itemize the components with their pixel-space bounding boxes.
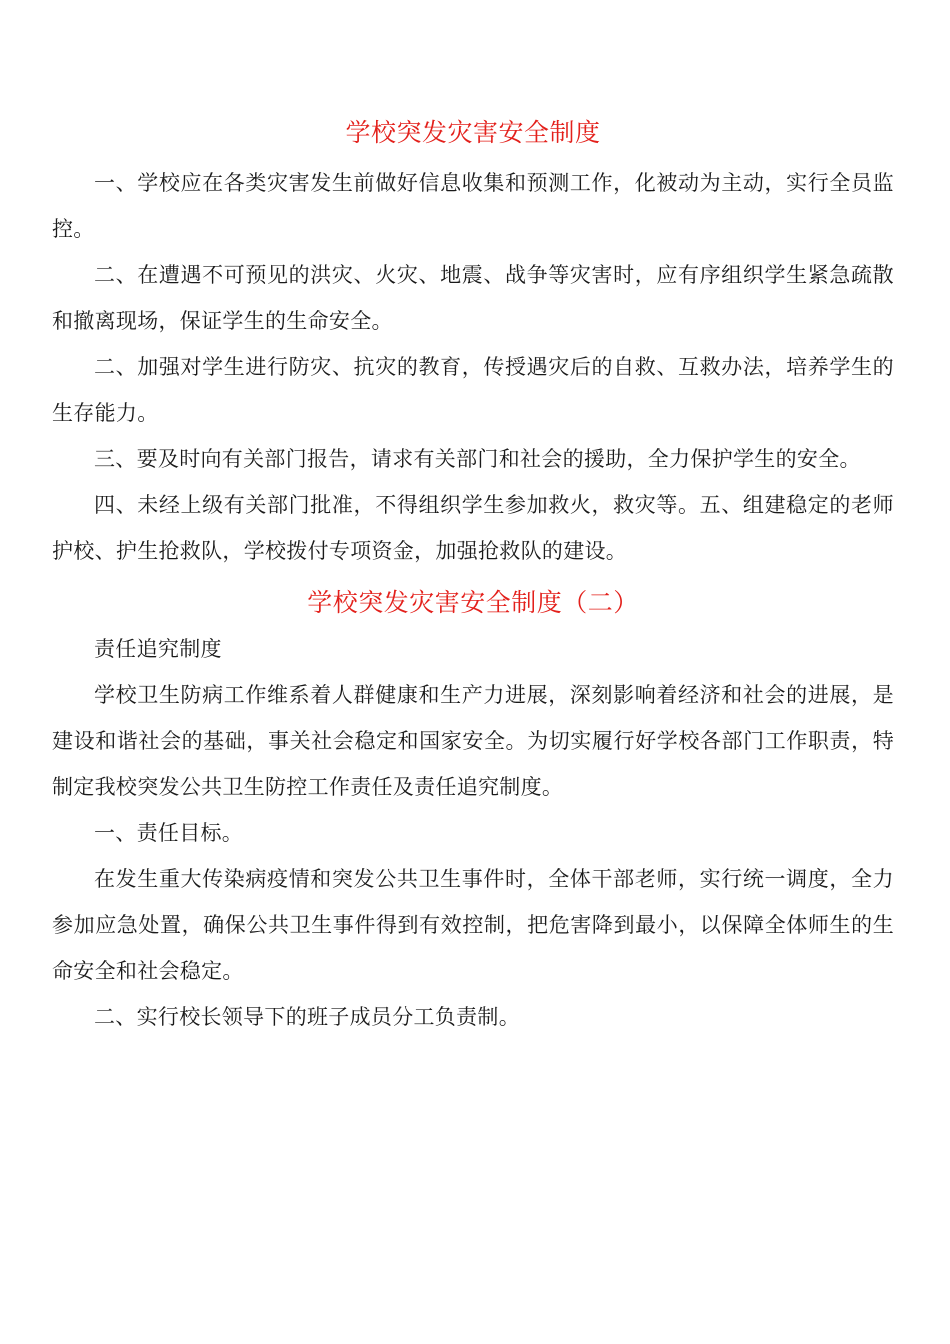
section-1-paragraph: 三、要及时向有关部门报告，请求有关部门和社会的援助，全力保护学生的安全。 bbox=[94, 447, 861, 471]
section-1-paragraph: 一、学校应在各类灾害发生前做好信息收集和预测工作，化被动为主动，实行全员监控。 bbox=[52, 171, 894, 241]
section-2-paragraph: 一、责任目标。 bbox=[94, 821, 244, 845]
section-1-paragraph: 二、在遭遇不可预见的洪灾、火灾、地震、战争等灾害时，应有序组织学生紧急疏散和撤离现场，保证学生的生命安全。 bbox=[52, 263, 894, 333]
section-2-title: 学校突发灾害安全制度（二） bbox=[307, 588, 639, 617]
section-1-title: 学校突发灾害安全制度 bbox=[345, 118, 601, 147]
section-1-paragraph: 四、未经上级有关部门批准，不得组织学生参加救火，救灾等。五、组建稳定的老师护校、护生抢救队，学校拨付专项资金，加强抢救队的建设。 bbox=[52, 493, 894, 563]
document-body bbox=[52, 110, 894, 1040]
section-2-paragraph: 二、实行校长领导下的班子成员分工负责制。 bbox=[94, 1005, 520, 1029]
section-2-subheading: 责任追究制度 bbox=[94, 637, 222, 661]
section-1-paragraph: 二、加强对学生进行防灾、抗灾的教育，传授遇灾后的自救、互救办法，培养学生的生存能力。 bbox=[52, 355, 894, 425]
section-2-paragraph: 在发生重大传染病疫情和突发公共卫生事件时，全体干部老师，实行统一调度，全力参加应急处置，确保公共卫生事件得到有效控制，把危害降到最小，以保障全体师生的生命安全和社会稳定。 bbox=[52, 867, 894, 983]
section-2-paragraph: 学校卫生防病工作维系着人群健康和生产力进展，深刻影响着经济和社会的进展，是建设和谐社会的基础，事关社会稳定和国家安全。为切实履行好学校各部门工作职责，特制定我校突发公共卫生防控工作责任及责任追究制度。 bbox=[52, 683, 894, 799]
